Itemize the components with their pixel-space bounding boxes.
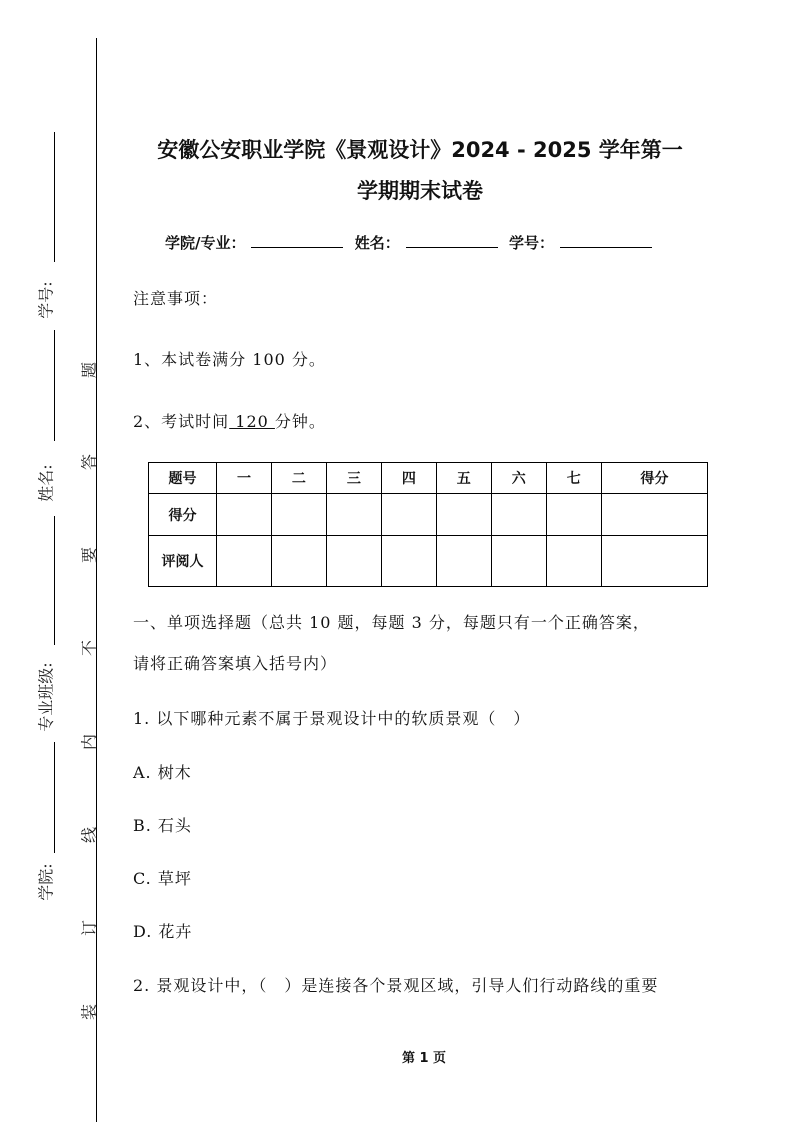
section-heading-line2: 请将正确答案填入括号内） — [133, 654, 338, 673]
table-header: 得分 — [601, 463, 707, 494]
note-item-1: 1、本试卷满分 100 分。 — [133, 350, 326, 369]
seal-char: 答 — [79, 453, 99, 471]
score-table — [148, 462, 708, 587]
exam-title-line1: 安徽公安职业学院《景观设计》2024 - 2025 学年第一 — [157, 138, 683, 162]
table-cell — [326, 536, 381, 587]
margin-field-student-id: 学号: — [36, 281, 56, 319]
section-heading-line1: 一、单项选择题（总共 10 题，每题 3 分，每题只有一个正确答案， — [133, 613, 650, 632]
table-header: 一 — [217, 463, 272, 494]
college-label: 学院/专业： — [165, 234, 246, 252]
table-header: 题号 — [149, 463, 217, 494]
exam-duration: 120 — [229, 412, 275, 431]
table-header: 二 — [271, 463, 326, 494]
table-cell — [271, 536, 326, 587]
table-cell — [381, 494, 436, 536]
margin-field-college: 学院: — [36, 863, 56, 901]
seal-char: 题 — [79, 361, 99, 379]
table-cell — [546, 494, 601, 536]
seal-char: 装 — [79, 1003, 99, 1021]
field-line — [54, 742, 55, 853]
table-header: 四 — [381, 463, 436, 494]
student-info-row — [165, 232, 658, 253]
seal-char: 要 — [79, 546, 99, 564]
question-2: 2. 景观设计中，（ ）是连接各个景观区域，引导人们行动路线的重要 — [133, 976, 659, 995]
table-row — [149, 494, 708, 536]
exam-title-line2: 学期期末试卷 — [357, 179, 483, 203]
table-cell — [217, 494, 272, 536]
row-label: 得分 — [149, 494, 217, 536]
table-cell — [436, 494, 491, 536]
table-header: 六 — [491, 463, 546, 494]
table-cell — [546, 536, 601, 587]
id-field[interactable] — [560, 233, 652, 248]
table-header: 三 — [326, 463, 381, 494]
table-cell — [271, 494, 326, 536]
name-label: 姓名： — [354, 234, 400, 252]
table-header: 七 — [546, 463, 601, 494]
row-label: 评阅人 — [149, 536, 217, 587]
note-item-2 — [133, 409, 326, 432]
question-1: 1. 以下哪种元素不属于景观设计中的软质景观（ ） — [133, 709, 531, 728]
page-number: 第 1 页 — [401, 1051, 447, 1066]
option-c: C. 草坪 — [133, 869, 192, 888]
table-header: 五 — [436, 463, 491, 494]
field-line — [54, 516, 55, 645]
college-field[interactable] — [251, 233, 343, 248]
table-cell — [217, 536, 272, 587]
seal-char: 线 — [79, 826, 99, 844]
table-row — [149, 536, 708, 587]
name-field[interactable] — [406, 233, 498, 248]
option-a: A. 树木 — [133, 763, 192, 782]
notes-heading: 注意事项： — [133, 289, 219, 308]
option-b: B. 石头 — [133, 816, 192, 835]
table-cell — [601, 536, 707, 587]
seal-char: 内 — [79, 733, 99, 751]
table-cell — [326, 494, 381, 536]
table-cell — [381, 536, 436, 587]
note-item-2-suffix: 分钟。 — [274, 412, 326, 431]
margin-field-name: 姓名: — [36, 464, 56, 502]
table-cell — [491, 494, 546, 536]
seal-char: 不 — [79, 639, 99, 657]
table-cell — [436, 536, 491, 587]
id-label: 学号： — [508, 234, 554, 252]
field-line — [54, 330, 55, 441]
table-cell — [601, 494, 707, 536]
table-header-row — [149, 463, 708, 494]
margin-field-class: 专业班级: — [36, 662, 56, 732]
option-d: D. 花卉 — [133, 922, 193, 941]
table-cell — [491, 536, 546, 587]
note-item-2-prefix: 2、考试时间 — [133, 412, 230, 431]
seal-char: 订 — [79, 919, 99, 937]
